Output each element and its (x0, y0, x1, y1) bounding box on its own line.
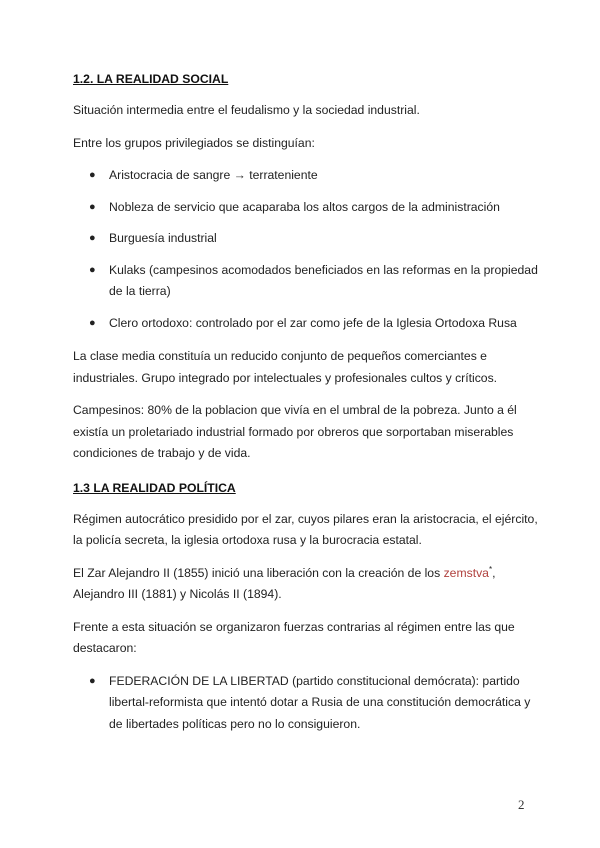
paragraph: El Zar Alejandro II (1855) inició una liberación con la creación de los zemstva*, Alejandro III (1881) y Nicolás II (1894). (73, 564, 496, 601)
bullet-icon: ● (89, 169, 96, 181)
bullet-icon: ● (89, 232, 96, 244)
list-item: ● Burguesía industrial (73, 228, 543, 250)
page-number: 2 (518, 797, 525, 812)
bullet-icon: ● (89, 263, 96, 276)
list-item: ● Aristocracia de sangre → terrateniente (73, 165, 543, 187)
list-item: ● FEDERACIÓN DE LA LIBERTAD (partido constitucional demócrata): partido libertal-reformista que intentó dotar a Rusia de una constitución democrática y de libertades políticas pero no lo consiguieron. (73, 671, 543, 736)
paragraph: Frente a esta situación se organizaron fuerzas contrarias al régimen entre las que destacaron: (73, 619, 515, 655)
list-item: ● Nobleza de servicio que acaparaba los altos cargos de la administración (73, 197, 543, 219)
paragraph: Régimen autocrático presidido por el zar, cuyos pilares eran la aristocracia, el ejército, la policía secreta, la iglesia ortodoxa rusa y la burocracia estatal. (73, 511, 538, 547)
paragraph: Campesinos: 80% de la poblacion que vivía en el umbral de la pobreza. Junto a él existía un proletariado industrial formado por obreros que sorportaban miserables condiciones de trabajo y de vida. (73, 403, 517, 460)
section-heading-social: 1.2. LA REALIDAD SOCIAL (73, 72, 229, 86)
paragraph: Situación intermedia entre el feudalismo y la sociedad industrial. (73, 103, 420, 117)
bullet-icon: ● (89, 200, 96, 213)
bullet-icon: ● (89, 674, 96, 687)
list-item: ● Kulaks (campesinos acomodados beneficiados en las reformas en la propiedad de la tierra) (73, 260, 543, 303)
bullet-icon: ● (89, 316, 96, 329)
section-heading-politica: 1.3 LA REALIDAD POLÍTICA (73, 480, 236, 495)
zemstva-link[interactable]: zemstva (443, 565, 489, 580)
page-content (73, 70, 543, 747)
privileged-groups-list (73, 165, 543, 334)
footnote-marker: * (488, 564, 493, 574)
paragraph: La clase media constituía un reducido conjunto de pequeños comerciantes e industriales. Grupo integrado por intelectuales y profesionales cultos y críticos. (73, 349, 498, 385)
opposition-forces-list (73, 671, 543, 736)
list-item: ● Clero ortodoxo: controlado por el zar como jefe de la Iglesia Ortodoxa Rusa (73, 313, 543, 335)
paragraph: Entre los grupos privilegiados se distinguían: (73, 135, 315, 150)
